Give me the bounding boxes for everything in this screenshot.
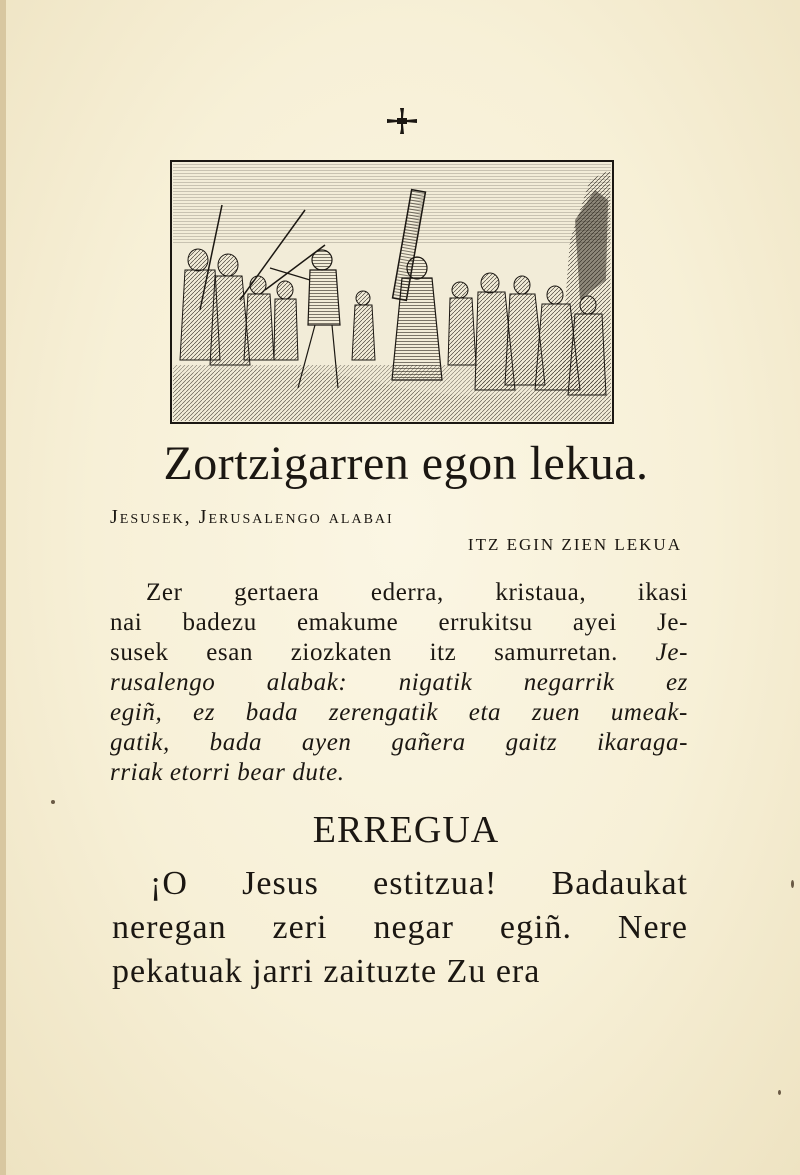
paper-speck xyxy=(778,1090,781,1095)
prayer-line: pekatuak jarri zaituzte Zu era xyxy=(112,953,541,990)
meditation-line xyxy=(110,638,688,668)
meditation-line: Zer gertaera ederra, kristaua, ikasi xyxy=(146,579,688,606)
meditation-italic-line: rusalengo alabak: nigatik negarrik ez xyxy=(110,669,688,696)
station-subtitle-line1: Jesusek, Jerusalengo alabai xyxy=(110,506,394,528)
station-title: Zortzigarren egon lekua. xyxy=(163,437,649,490)
prayer-line: neregan zeri negar egiñ. Nere xyxy=(112,909,688,946)
prayer-heading: ERREGUA xyxy=(312,809,500,851)
prayer-line: ¡O Jesus estitzua! Badaukat xyxy=(150,865,688,902)
meditation-line-roman: susek esan ziozkaten itz samurretan. xyxy=(110,639,618,666)
meditation-text xyxy=(110,578,688,788)
engraving-illustration xyxy=(170,160,614,424)
paper-speck xyxy=(51,800,55,804)
meditation-italic-line: rriak etorri bear dute. xyxy=(110,759,345,786)
prayer-text xyxy=(112,862,688,994)
meditation-italic-line: gatik, bada ayen gañera gaitz ikaraga- xyxy=(110,729,688,756)
maltese-cross-icon xyxy=(387,108,417,134)
paper-speck xyxy=(791,880,794,888)
meditation-italic-line: egiñ, ez bada zerengatik eta zuen umeak- xyxy=(110,699,688,726)
meditation-line: nai badezu emakume errukitsu ayei Je- xyxy=(110,609,688,636)
station-subtitle-line2: ITZ EGIN ZIEN LEKUA xyxy=(467,535,682,554)
meditation-line-italic: Je- xyxy=(655,639,688,666)
